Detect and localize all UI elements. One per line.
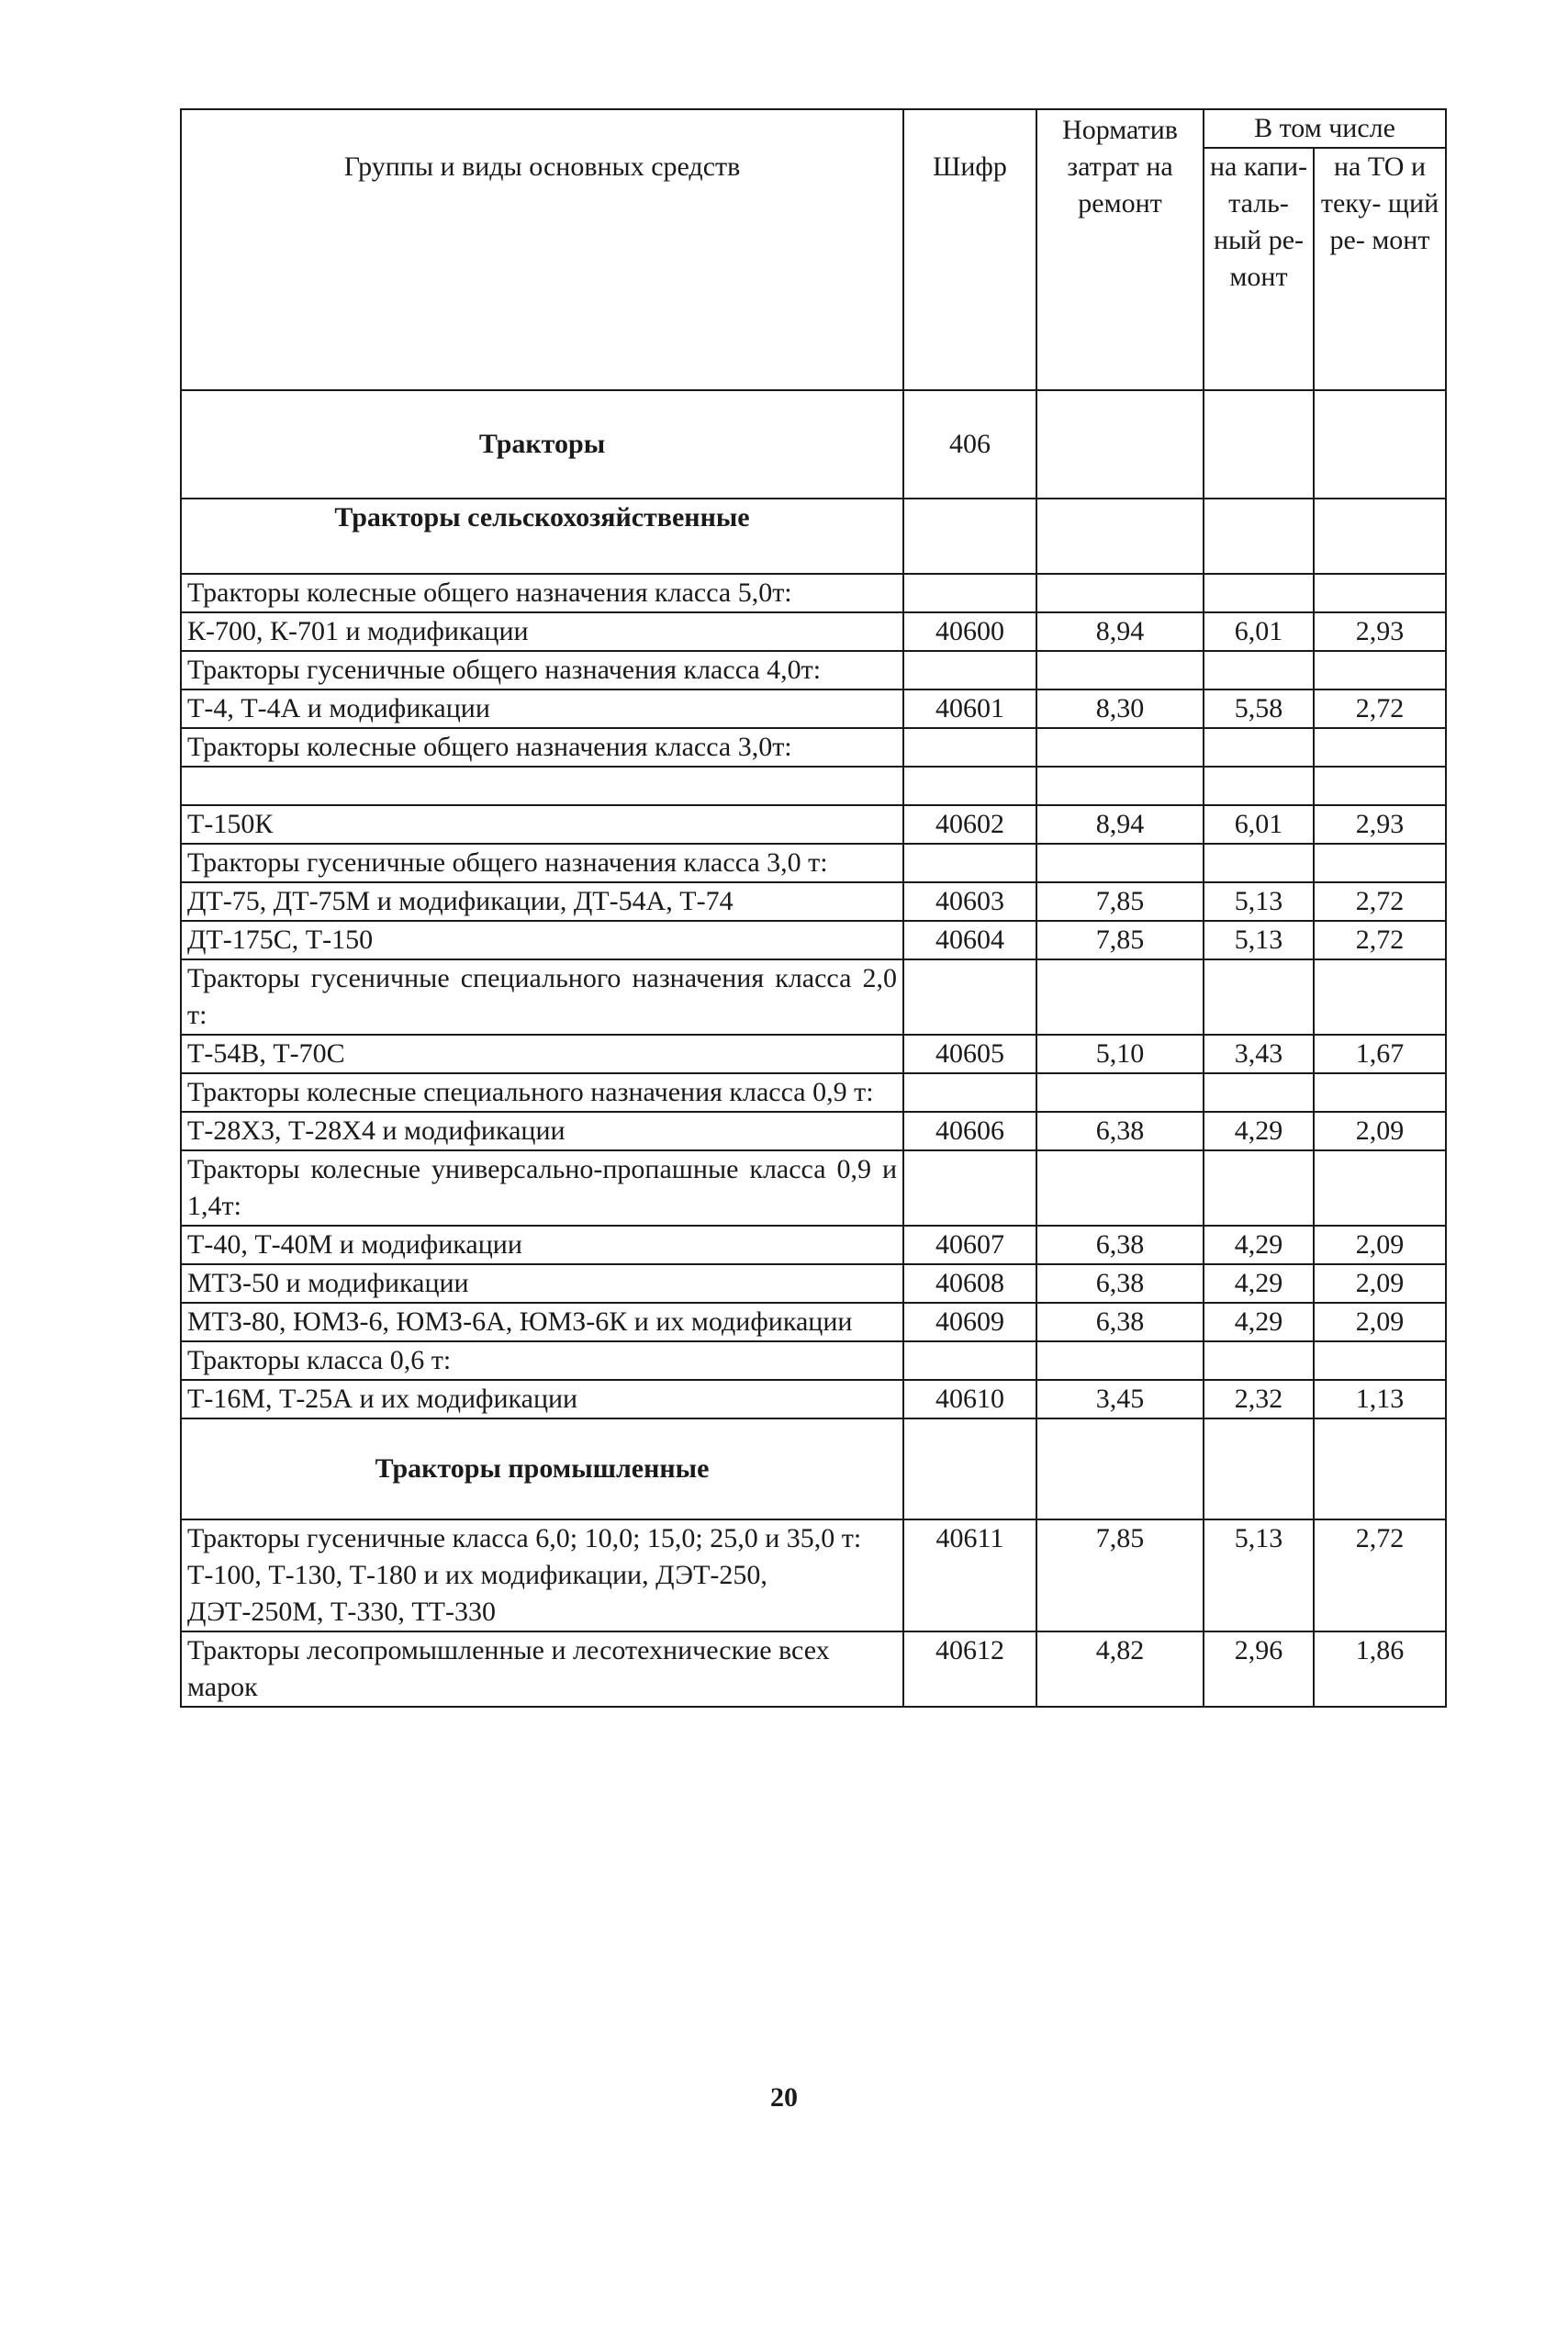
table-row: МТЗ-50 и модификации 40608 6,38 4,29 2,09 xyxy=(181,1264,1446,1303)
header-group: Группы и виды основных средств xyxy=(181,109,903,390)
header-row xyxy=(181,109,1446,148)
section-row xyxy=(181,1418,1446,1519)
blank-row xyxy=(181,767,1446,805)
table-row: Тракторы колесные общего назначения класса 5,0т: xyxy=(181,574,1446,612)
section-title-agricultural: Тракторы сельскохозяйственные xyxy=(181,499,903,574)
table-row: Т-150К 40602 8,94 6,01 2,93 xyxy=(181,805,1446,844)
table-row: Тракторы колесные универсально-пропашные класса 0,9 и 1,4т: xyxy=(181,1150,1446,1226)
header-including: В том числе xyxy=(1204,109,1446,148)
header-norm: Норматив затрат на ремонт xyxy=(1036,109,1204,390)
table-row: Тракторы класса 0,6 т: xyxy=(181,1341,1446,1380)
section-code-tractors: 406 xyxy=(903,390,1036,499)
table-row: К-700, К-701 и модификации 40600 8,94 6,01 2,93 xyxy=(181,612,1446,651)
table-row: Тракторы гусеничные общего назначения класса 4,0т: xyxy=(181,651,1446,689)
header-capital: на капи- таль- ный ре- монт xyxy=(1204,148,1314,390)
table-row: Тракторы гусеничные специального назначения класса 2,0 т: xyxy=(181,959,1446,1035)
header-code: Шифр xyxy=(903,109,1036,390)
table-row: МТЗ-80, ЮМЗ-6, ЮМЗ-6А, ЮМЗ-6К и их модификации 40609 6,38 4,29 2,09 xyxy=(181,1303,1446,1341)
table-row: Т-4, Т-4А и модификации 40601 8,30 5,58 2,72 xyxy=(181,689,1446,728)
table-row: Т-40, Т-40М и модификации 40607 6,38 4,29 2,09 xyxy=(181,1226,1446,1264)
table-row: Т-16М, Т-25А и их модификации 40610 3,45 2,32 1,13 xyxy=(181,1380,1446,1418)
section-title-industrial: Тракторы промышленные xyxy=(181,1418,903,1519)
table-row: ДТ-75, ДТ-75М и модификации, ДТ-54А, Т-74 40603 7,85 5,13 2,72 xyxy=(181,882,1446,921)
header-current: на ТО и теку- щий ре- монт xyxy=(1314,148,1446,390)
table-row: Тракторы колесные специального назначения класса 0,9 т: xyxy=(181,1073,1446,1112)
table-row: ДТ-175С, Т-150 40604 7,85 5,13 2,72 xyxy=(181,921,1446,959)
section-title-tractors: Тракторы xyxy=(181,390,903,499)
table-row: Тракторы гусеничные класса 6,0; 10,0; 15,0; 25,0 и 35,0 т: Т-100, Т-130, Т-180 и их модификации, ДЭТ-250, ДЭТ-250М, Т-330, ТТ-330 40611 7,85 5,13 2,72 xyxy=(181,1519,1446,1631)
table-row: Тракторы колесные общего назначения класса 3,0т: xyxy=(181,728,1446,767)
section-row xyxy=(181,390,1446,499)
page-number: 20 xyxy=(770,2082,798,2113)
table-row: Т-54В, Т-70С 40605 5,10 3,43 1,67 xyxy=(181,1035,1446,1073)
table-row: Тракторы гусеничные общего назначения класса 3,0 т: xyxy=(181,844,1446,882)
section-row xyxy=(181,499,1446,574)
table-row: Тракторы лесопромышленные и лесотехнические всех марок 40612 4,82 2,96 1,86 xyxy=(181,1631,1446,1707)
table-row: Т-28Х3, Т-28Х4 и модификации 40606 6,38 4,29 2,09 xyxy=(181,1112,1446,1150)
norms-table xyxy=(180,108,1447,1708)
